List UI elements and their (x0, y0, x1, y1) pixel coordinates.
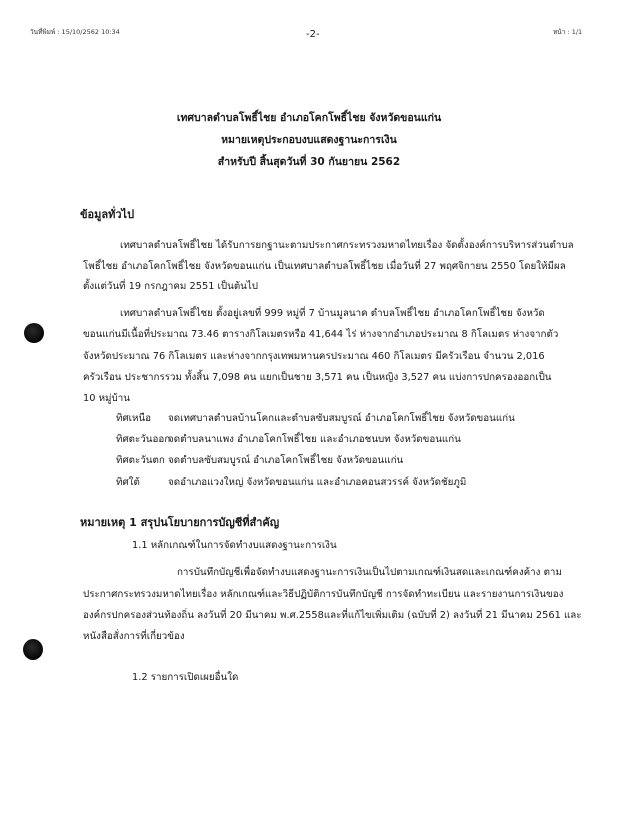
general-info-heading: ข้อมูลทั่วไป (80, 208, 135, 221)
general-para2-line: ขอนแก่นมีเนื้อที่ประมาณ 73.46 ตารางกิโลเมตรหรือ 41,644 ไร่ ห่างจากอำเภอประมาณ 8 กิโลเมตร ห่างจากตัว (83, 329, 559, 340)
note1-subheading: 1.1 หลักเกณฑ์ในการจัดทำงบแสดงฐานะการเงิน (132, 540, 337, 551)
note1-subheading: 1.2 รายการเปิดเผยอื่นใด (132, 672, 239, 683)
direction-label: ทิศตะวันตก (116, 455, 165, 466)
title-org: เทศบาลตำบลโพธิ์ไชย อำเภอโคกโพธิ์ไชย จังหวัดขอนแก่น (176, 112, 442, 124)
note1-para-line: หนังสือสั่งการที่เกี่ยวข้อง (83, 631, 185, 642)
direction-text: จดตำบลนาแพง อำเภอโคกโพธิ์ไชย และอำเภอชนบท จังหวัดขอนแก่น (168, 434, 461, 445)
title-period: สำหรับปี สิ้นสุดวันที่ 30 กันยายน 2562 (217, 156, 401, 168)
direction-text: จดตำบลซับสมบูรณ์ อำเภอโคกโพธิ์ไชย จังหวัดขอนแก่น (168, 455, 404, 466)
general-para1-line: ตั้งแต่วันที่ 19 กรกฎาคม 2551 เป็นต้นไป (83, 281, 259, 292)
title-statement: หมายเหตุประกอบงบแสดงฐานะการเงิน (221, 134, 397, 146)
punch-hole (23, 639, 43, 660)
general-para2-line: ครัวเรือน ประชากรรวม ทั้งสิ้น 7,098 คน แยกเป็นชาย 3,571 คน เป็นหญิง 3,527 คน แบ่งการปกครองออกเป็น (83, 372, 552, 383)
note1-heading: หมายเหตุ 1 สรุปนโยบายการบัญชีที่สำคัญ (80, 516, 280, 529)
general-para2-line: เทศบาลตำบลโพธิ์ไชย ตั้งอยู่เลขที่ 999 หมู่ที่ 7 บ้านมูลนาค ตำบลโพธิ์ไชย อำเภอโคกโพธิ์ไชย จังหวัด (120, 308, 545, 319)
direction-text: จดเทศบาลตำบลบ้านโคกและตำบลซับสมบูรณ์ อำเภอโคกโพธิ์ไชย จังหวัดขอนแก่น (168, 413, 515, 424)
page-count: หน้า : 1/1 (553, 28, 583, 36)
general-para1-line: เทศบาลตำบลโพธิ์ไชย ได้รับการยกฐานะตามประกาศกระทรวงมหาดไทยเรื่อง จัดตั้งองค์การบริหารส่วนตำบล (120, 240, 574, 251)
page-marker: -2- (306, 29, 320, 40)
print-date: วันที่พิมพ์ : 15/10/2562 10:34 (30, 28, 120, 36)
note1-para-line: องค์กรปกครองส่วนท้องถิ่น ลงวันที่ 20 มีนาคม พ.ศ.2558และที่แก้ไขเพิ่มเติม (ฉบับที่ 2) ลงวันที่ 21 มีนาคม 2561 และ (83, 610, 582, 621)
direction-label: ทิศเหนือ (116, 413, 152, 424)
punch-hole (24, 323, 44, 343)
note1-para-line: การบันทึกบัญชีเพื่อจัดทำงบแสดงฐานะการเงินเป็นไปตามเกณฑ์เงินสดและเกณฑ์คงค้าง ตาม (177, 567, 562, 578)
general-para2-line: 10 หมู่บ้าน (83, 393, 130, 404)
general-para1-line: โพธิ์ไชย อำเภอโคกโพธิ์ไชย จังหวัดขอนแก่น เป็นเทศบาลตำบลโพธิ์ไชย เมื่อวันที่ 27 พฤศจิกายน 2550 โดยให้มีผล (83, 261, 566, 272)
note1-para-line: ประกาศกระทรวงมหาดไทยเรื่อง หลักเกณฑ์และวิธีปฏิบัติการบันทึกบัญชี การจัดทำทะเบียน และรายงานการเงินของ (83, 589, 564, 600)
direction-label: ทิศใต้ (116, 477, 140, 488)
direction-text: จดอำเภอแวงใหญ่ จังหวัดขอนแก่น และอำเภอคอนสวรรค์ จังหวัดชัยภูมิ (168, 477, 467, 488)
general-para2-line: จังหวัดประมาณ 76 กิโลเมตร และห่างจากกรุงเทพมหานครประมาณ 460 กิโลเมตร มีครัวเรือน จำนวน 2,016 (83, 351, 545, 362)
direction-label: ทิศตะวันออก (116, 434, 171, 445)
